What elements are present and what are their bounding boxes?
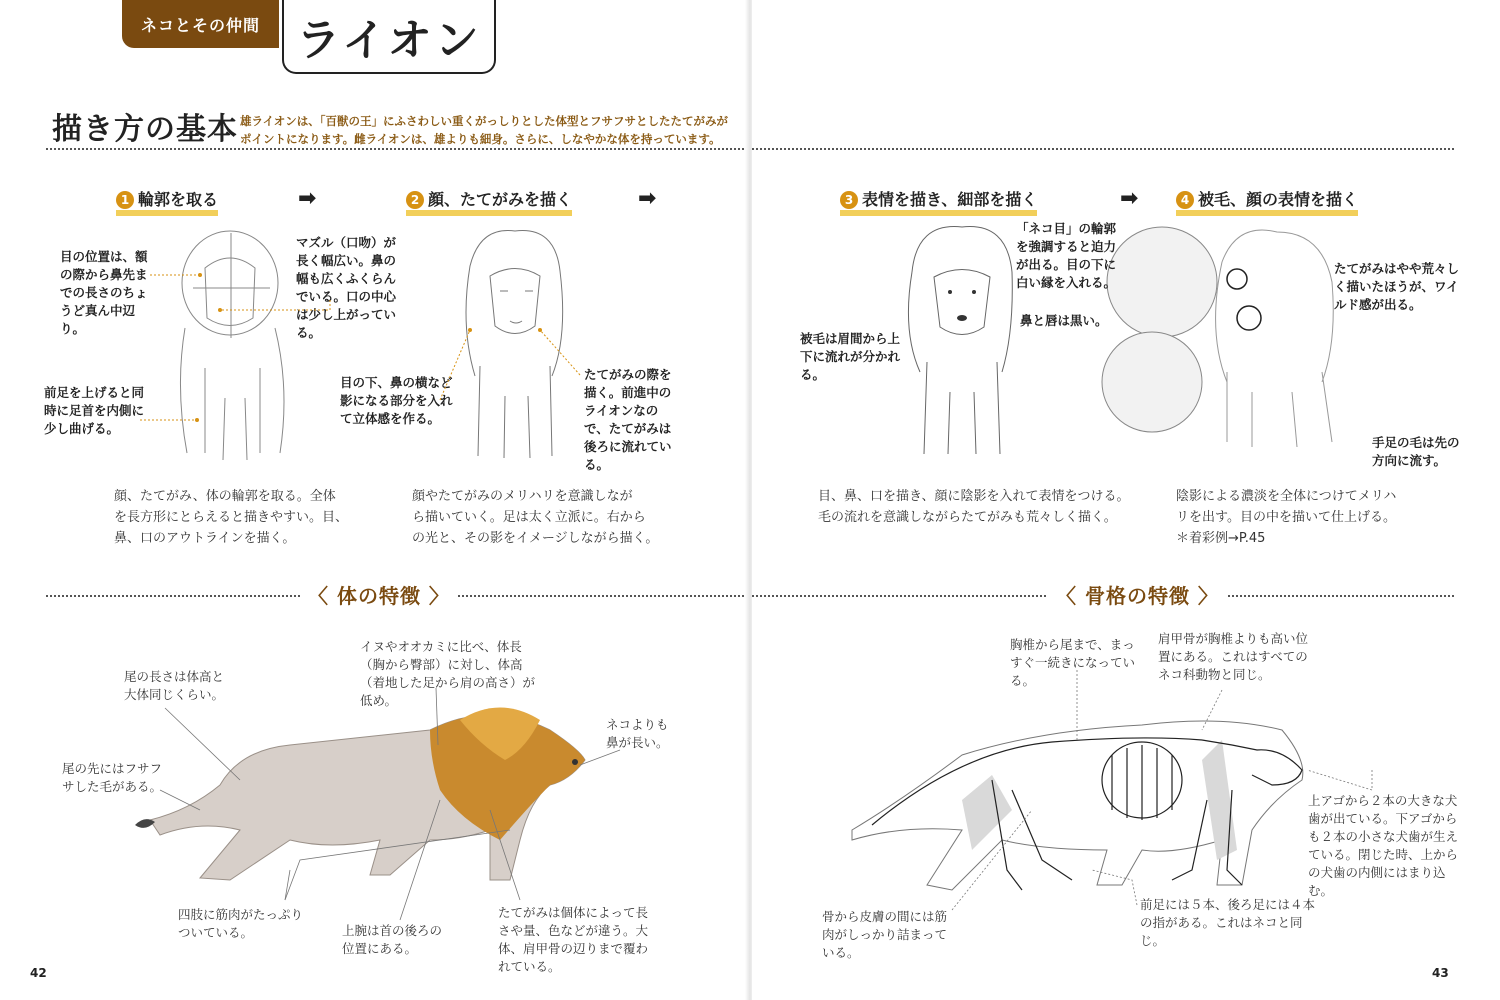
step1-note-muzzle: マズル（口吻）が長く幅広い。鼻の幅も広くふくらんでいる。口の中心は少し上がっている。 [296, 235, 397, 340]
step-label: 輪郭を取る [138, 190, 219, 209]
section-heading-body: 〈 体の特徴 〉 [300, 580, 458, 609]
step-number-badge: 1 [116, 191, 134, 209]
note-canines: 上アゴから２本の大きな犬歯が出ている。下アゴからも２本の小さな犬歯が生えている。閉じた時、上からの犬歯の内側にはまり込む。 [1308, 793, 1459, 898]
step4-description-line: ＊着彩例→P.45 [1176, 531, 1266, 546]
step4-note-mane: たてがみはやや荒々しく描いたほうが、ワイルド感が出る。 [1334, 261, 1460, 312]
step2-description-line: の光と、その影をイメージしながら描く。 [412, 531, 659, 546]
step3-description-line: 毛の流れを意識しながらたてがみも荒々しく描く。 [818, 510, 1117, 525]
page-number-right: 43 [1432, 966, 1449, 980]
step1-description-line: 鼻、口のアウトラインを描く。 [114, 531, 296, 546]
note-scapula: 肩甲骨が胸椎よりも高い位置にある。これはすべてのネコ科動物と同じ。 [1158, 631, 1309, 682]
body-leader-lines [0, 600, 748, 1000]
step4-note-legs: 手足の毛は先の方向に流す。 [1372, 435, 1460, 468]
step-label: 表情を描き、細部を描く [862, 190, 1038, 209]
note-limb-muscles: 四肢に筋肉がたっぷりついている。 [178, 907, 304, 940]
arrow-right-icon: ➡ [298, 186, 317, 211]
note-tail-tip: 尾の先にはフサフサした毛がある。 [62, 761, 163, 794]
step1-description-line: を長方形にとらえると描きやすい。目、 [114, 510, 349, 525]
step1-description [114, 486, 374, 549]
step2-note-mane-edge: たてがみの際を描く。前進中のライオンなので、たてがみは後ろに流れている。 [584, 367, 672, 472]
page-title: ライオン [282, 0, 496, 74]
step2-description [412, 486, 682, 549]
step3-note-eyes: 「ネコ目」の輪郭を強調すると迫力が出る。目の下に白い縁を入れる。 [1016, 221, 1117, 290]
lion-finished-sketch [1102, 222, 1352, 472]
section-heading-basics: 描き方の基本 [52, 112, 238, 147]
step-label: 顔、たてがみを描く [428, 190, 573, 209]
step1-note-eyes: 目の位置は、額の際から鼻先までの長さのちょうど真ん中辺り。 [60, 249, 148, 336]
step-number-badge: 2 [406, 191, 424, 209]
section-heading-skeleton-label: 骨格の特徴 [1084, 584, 1190, 608]
left-page [0, 0, 748, 1000]
category-tag: ネコとその仲間 [122, 0, 279, 48]
intro-line-2: ポイントになります。雌ライオンは、雄よりも細身。さらに、しなやかな体を持っています。 [240, 132, 721, 146]
step-number-badge: 3 [840, 191, 858, 209]
step4-description-line: 陰影による濃淡を全体につけてメリハ [1176, 489, 1397, 504]
arrow-right-icon: ➡ [1120, 186, 1139, 211]
step-number-badge: 4 [1176, 191, 1194, 209]
divider-top-right [752, 148, 1454, 150]
skeleton-leader-lines [752, 600, 1500, 1000]
step1-note-forelegs: 前足を上げると同時に足首を内側に少し曲げる。 [44, 385, 145, 436]
note-toes: 前足には５本、後ろ足には４本の指がある。これはネコと同じ。 [1140, 897, 1316, 948]
section-heading-body-label: 体の特徴 [336, 584, 421, 608]
step3-note-nose-lips: 鼻と唇は黒い。 [1020, 313, 1108, 328]
step2-description-line: ら描いていく。足は太く立派に。右から [412, 510, 646, 525]
section-heading-skeleton: 〈 骨格の特徴 〉 [1048, 580, 1227, 609]
step3-description [818, 486, 1148, 528]
step2-description-line: 顔やたてがみのメリハリを意識しなが [412, 489, 633, 504]
step4-description-line: リを出す。目の中を描いて仕上げる。 [1176, 510, 1396, 525]
note-muscles: 骨から皮膚の間には筋肉がしっかり詰まっている。 [822, 909, 948, 960]
note-spine: 胸椎から尾まで、まっすぐ一続きになっている。 [1010, 637, 1136, 688]
page-number-left: 42 [30, 966, 47, 980]
step-label: 被毛、顔の表情を描く [1198, 190, 1359, 209]
note-upper-arm: 上腕は首の後ろの位置にある。 [342, 923, 443, 956]
step3-description-line: 目、鼻、口を描き、顔に陰影を入れて表情をつける。 [818, 489, 1130, 504]
note-nose: ネコよりも鼻が長い。 [606, 717, 669, 750]
note-tail-length: 尾の長さは体高と大体同じくらい。 [124, 669, 225, 702]
leader-lines [0, 0, 748, 500]
right-page [752, 0, 1500, 1000]
step4-description [1176, 486, 1426, 549]
note-body-proportion: イヌやオオカミに比べ、体長（胸から臀部）に対し、体高（着地した足から肩の高さ）が低め。 [360, 639, 536, 708]
step3-note-fur-flow: 被毛は眉間から上下に流れが分かれる。 [800, 331, 901, 382]
lion-detail-sketch [902, 222, 1022, 458]
step-3-heading [840, 190, 1037, 216]
step-4-heading [1176, 190, 1358, 216]
step1-description-line: 顔、たてがみ、体の輪郭を取る。全体 [114, 489, 336, 504]
intro-line-1: 雄ライオンは、「百獣の王」にふさわしい重くがっしりとした体型とフサフサとしたたてがみが [240, 114, 729, 128]
note-mane-variation: たてがみは個体によって長さや量、色などが違う。大体、肩甲骨の辺りまで覆われている。 [498, 905, 649, 974]
step2-note-shadow: 目の下、鼻の横など影になる部分を入れて立体感を作る。 [340, 375, 453, 426]
arrow-right-icon: ➡ [638, 186, 657, 211]
